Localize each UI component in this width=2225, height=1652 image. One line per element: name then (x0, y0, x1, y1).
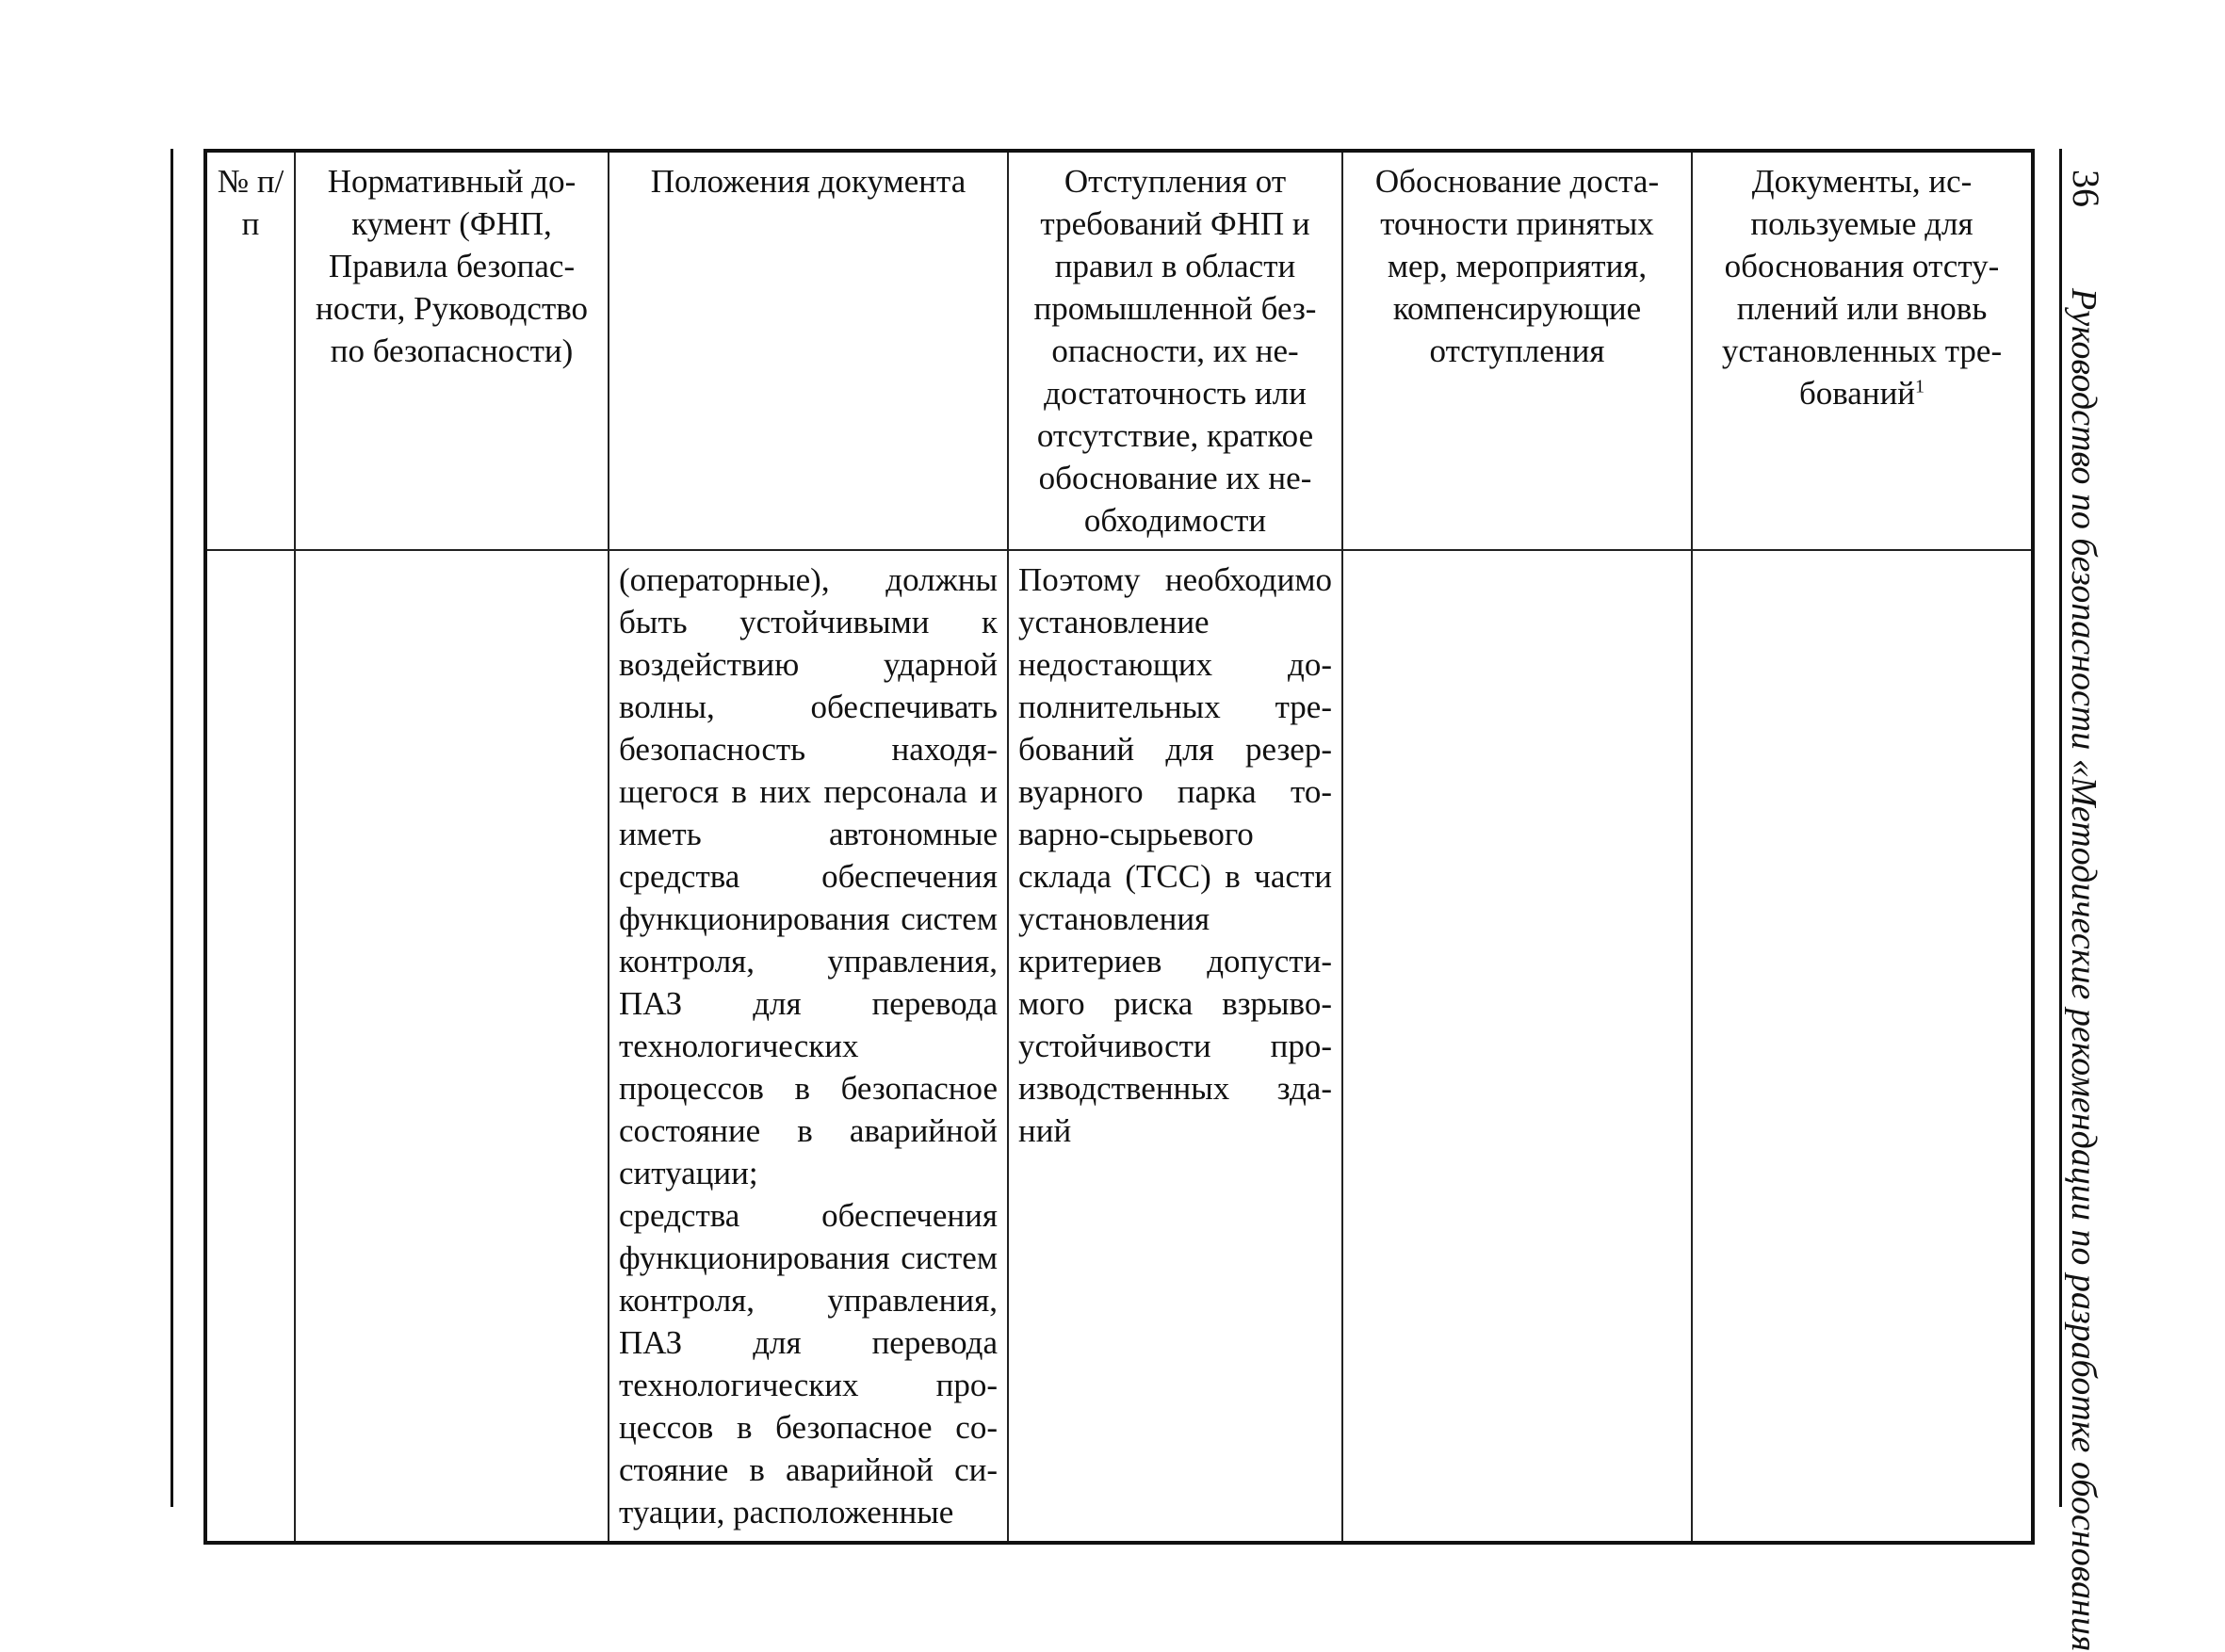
cell-deviations: Поэтому необходимо установление недостающих дополнительных требований для резервуарного парка товарно-сырьевого склада (ТСС) в части установления критериев допустимого риска взрывоустойчивости производственных зданий (1008, 550, 1342, 1543)
header-supporting-documents (1692, 151, 2033, 550)
footnote-mark: 1 (1915, 376, 1925, 397)
header-justification-measures: Обоснование достаточности принятых мер, мероприятия, компенсирующие отступления (1342, 151, 1692, 550)
header-document-provisions: Положения документа (609, 151, 1008, 550)
table-row (205, 550, 2033, 1543)
page-number: 36 (2065, 170, 2107, 207)
cell-supporting-documents (1692, 550, 2033, 1543)
running-title: Руководство по безопасности «Методические рекомендации по разработке обоснования (2064, 288, 2103, 1652)
cell-normative-document (295, 550, 609, 1543)
left-margin-rule (171, 149, 173, 1507)
header-item-number: № п/п (205, 151, 295, 550)
header-supporting-documents-text: Документы, используемые для обоснования отступлений или вновь установленных требований (1721, 163, 2003, 412)
header-deviations: Отступления от требований ФНП и правил в области промышленной безопасности, их недостаточность или отсутствие, краткое обоснование их необходимости (1008, 151, 1342, 550)
cell-document-provisions (609, 550, 1008, 1543)
cell-justification-measures (1342, 550, 1692, 1543)
provisions-paragraph-1: (операторные), должны быть устойчивыми к воздействию ударной волны, обеспечивать безопасность находящегося в них персонала и иметь автономные средства обеспечения функционирования систем контроля, управления, ПАЗ для перевода технологических процессов в безопасное состояние в аварийной ситуации; (619, 561, 998, 1191)
provisions-paragraph-2: средства обеспечения функционирования систем контроля, управления, ПАЗ для перевода технологических процессов в безопасное состояние в аварийной ситуации, расположенные (619, 1197, 998, 1531)
table-header-row (205, 151, 2033, 550)
justification-table (203, 149, 2035, 1545)
right-margin-rule (2059, 149, 2062, 1507)
header-normative-document: Нормативный документ (ФНП, Правила безопасности, Руководство по безопасности) (295, 151, 609, 550)
cell-item-number (205, 550, 295, 1543)
